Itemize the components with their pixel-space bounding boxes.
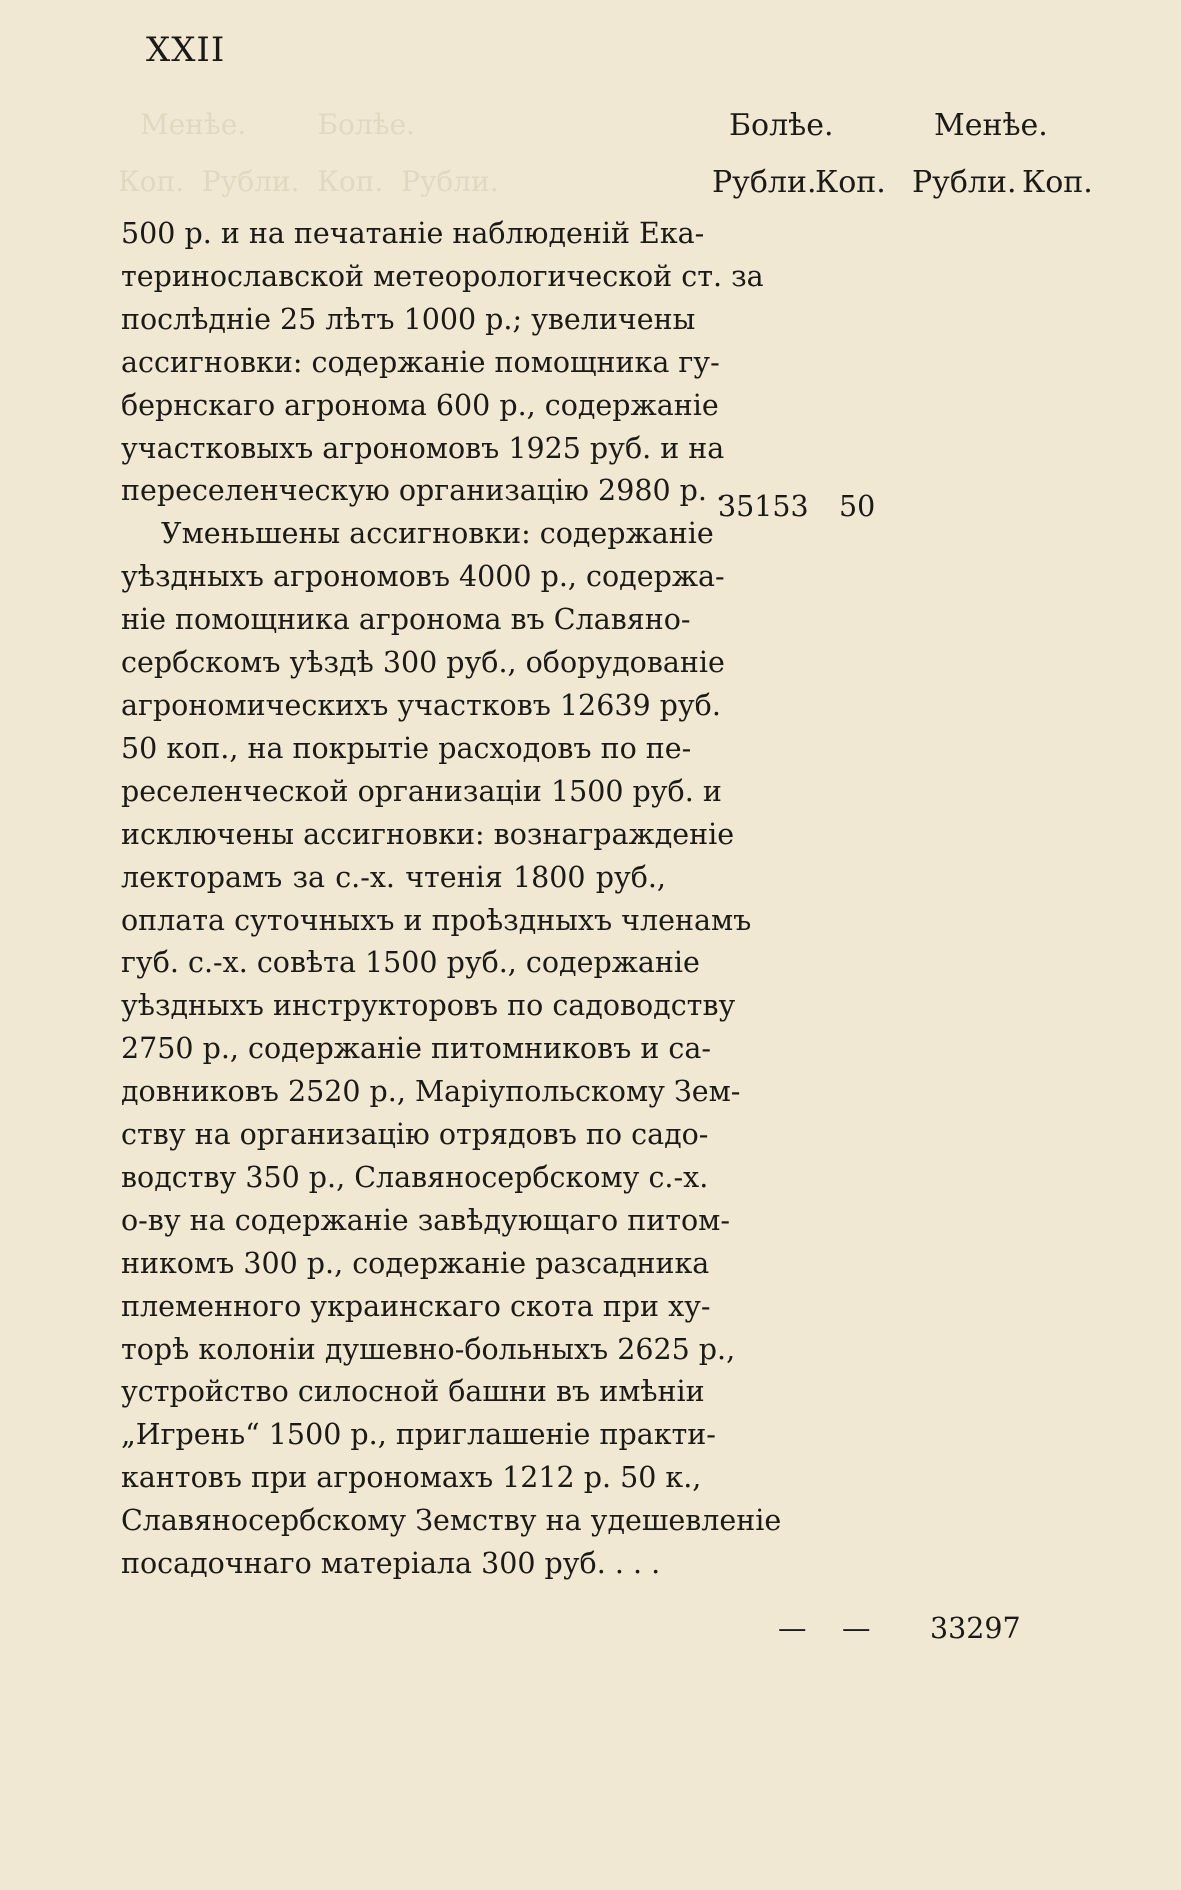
text-line: теринославской метеорологической ст. за	[121, 259, 764, 293]
header-rubles-more: Рубли.	[712, 165, 817, 200]
text-line: агрономическихъ участковъ 12639 руб.	[121, 688, 721, 722]
increase-kop: 50	[839, 490, 876, 523]
decrease-rubles: 33297	[930, 1612, 1021, 1645]
header-kop-more: Коп.	[815, 165, 886, 200]
page-number: XXII	[146, 30, 226, 70]
text-line: уѣздныхъ инструкторовъ по садоводству	[121, 989, 736, 1023]
text-line: ассигновки: содержаніе помощника гу-	[121, 345, 720, 379]
text-line: уѣздныхъ агрономовъ 4000 р., содержа-	[121, 560, 725, 594]
text-line: посадочнаго матеріала 300 руб. . . .	[121, 1547, 661, 1581]
text-line: ніе помощника агронома въ Славяно-	[121, 603, 691, 637]
text-line: устройство силосной башни въ имѣніи	[121, 1375, 705, 1409]
text-line: о-ву на содержаніе завѣдующаго питом-	[121, 1203, 730, 1237]
text-line: племенного украинскаго скота при ху-	[121, 1289, 711, 1323]
text-line: водству 350 р., Славяносербскому с.-х.	[121, 1160, 709, 1194]
text-line: кантовъ при агрономахъ 1212 р. 50 к.,	[121, 1461, 702, 1495]
header-kop-less: Коп.	[1022, 165, 1093, 200]
text-line: 50 коп., на покрытіе расходовъ по пе-	[121, 731, 692, 765]
text-line: 500 р. и на печатаніе наблюденій Ека-	[121, 217, 705, 250]
bleed-through: Коп. Рубли. Коп. Рубли.	[118, 165, 499, 198]
header-rubles-less: Рубли.	[912, 165, 1017, 200]
text-line: лекторамъ за с.-х. чтенія 1800 руб.,	[121, 860, 666, 894]
text-line: реселенческой организаціи 1500 руб. и	[121, 774, 722, 808]
text-line: ству на организацію отрядовъ по садо-	[121, 1118, 709, 1152]
text-line: послѣдніе 25 лѣтъ 1000 р.; увеличены	[121, 302, 696, 336]
text-line: участковыхъ агрономовъ 1925 руб. и на	[121, 431, 725, 465]
text-line: губ. с.-х. совѣта 1500 руб., содержаніе	[121, 946, 700, 980]
text-line: 2750 р., содержаніе питомниковъ и са-	[121, 1032, 711, 1066]
text-line: сербскомъ уѣздѣ 300 руб., оборудованіе	[121, 646, 725, 680]
bleed-through: Менѣе. Болѣе.	[140, 108, 416, 141]
text-line: Славяносербскому Земству на удешевленіе	[121, 1504, 782, 1538]
text-line: бернскаго агронома 600 р., содержаніе	[121, 388, 719, 422]
header-more: Болѣе.	[729, 108, 834, 143]
text-line: никомъ 300 р., содержаніе разсадника	[121, 1246, 710, 1280]
decrease-dash-rubles: —	[778, 1612, 807, 1645]
text-line: довниковъ 2520 р., Маріупольскому Зем-	[121, 1075, 741, 1109]
text-line: торѣ колоніи душевно-больныхъ 2625 р.,	[121, 1332, 736, 1366]
text-line: оплата суточныхъ и проѣздныхъ членамъ	[121, 903, 752, 937]
text-line: „Игрень“ 1500 р., приглашеніе практи-	[121, 1418, 716, 1452]
header-less: Менѣе.	[934, 108, 1048, 143]
increase-rubles: 35153	[718, 490, 809, 523]
decrease-dash-kop: —	[842, 1612, 871, 1645]
text-line: исключены ассигновки: вознагражденіе	[121, 817, 735, 851]
text-line: переселенческую организацію 2980 р. .	[121, 474, 726, 508]
text-line: Уменьшены ассигновки: содержаніе	[161, 517, 714, 551]
